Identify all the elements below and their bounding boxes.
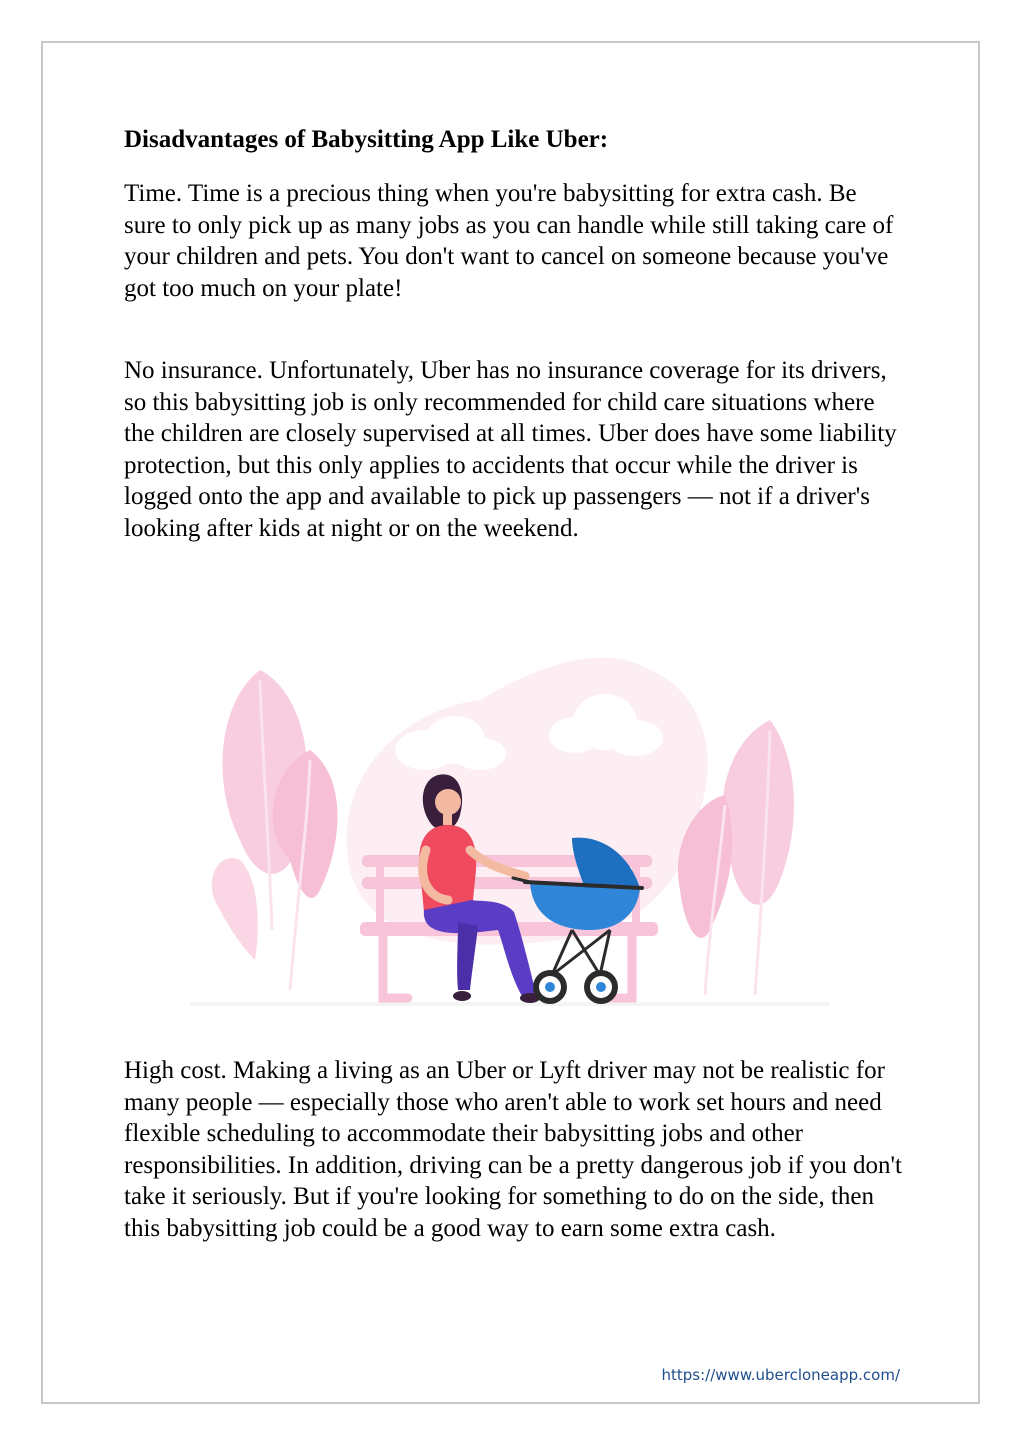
footer-url-link[interactable]: https://www.ubercloneapp.com/ <box>661 1366 900 1384</box>
plant-left <box>212 670 338 990</box>
paragraph-high-cost: High cost. Making a living as an Uber or Lyft driver may not be realistic for many people — especially those who aren't able to work set hours and need flexible scheduling to accommodate their babysitting jobs and other responsibilities. In addition, driving can be a pretty dangerous job if you don't take it seriously. But if you're looking for something to do on the side, then this babysitting job could be a good way to earn some extra cash. <box>124 1057 902 1242</box>
background-blob <box>347 658 708 945</box>
paragraph-time: Time. Time is a precious thing when you're babysitting for extra cash. Be sure to only pick up as many jobs as you can handle while still taking care of your children and pets. You don't want to cancel on someone because you've got too much on your plate! <box>124 180 894 302</box>
section-heading: Disadvantages of Babysitting App Like Uber: <box>124 126 609 153</box>
ground-line <box>190 1002 830 1006</box>
babysitting-illustration <box>180 630 840 1020</box>
paragraph-no-insurance: No insurance. Unfortunately, Uber has no insurance coverage for its drivers, so this babysitting job is only recommended for child care situations where the children are closely supervised at all times. Uber does have some liability protection, but this only applies to accidents that occur while the driver is logged onto the app and available to pick up passengers — not if a driver's looking after kids at night or on the weekend. <box>124 357 897 542</box>
